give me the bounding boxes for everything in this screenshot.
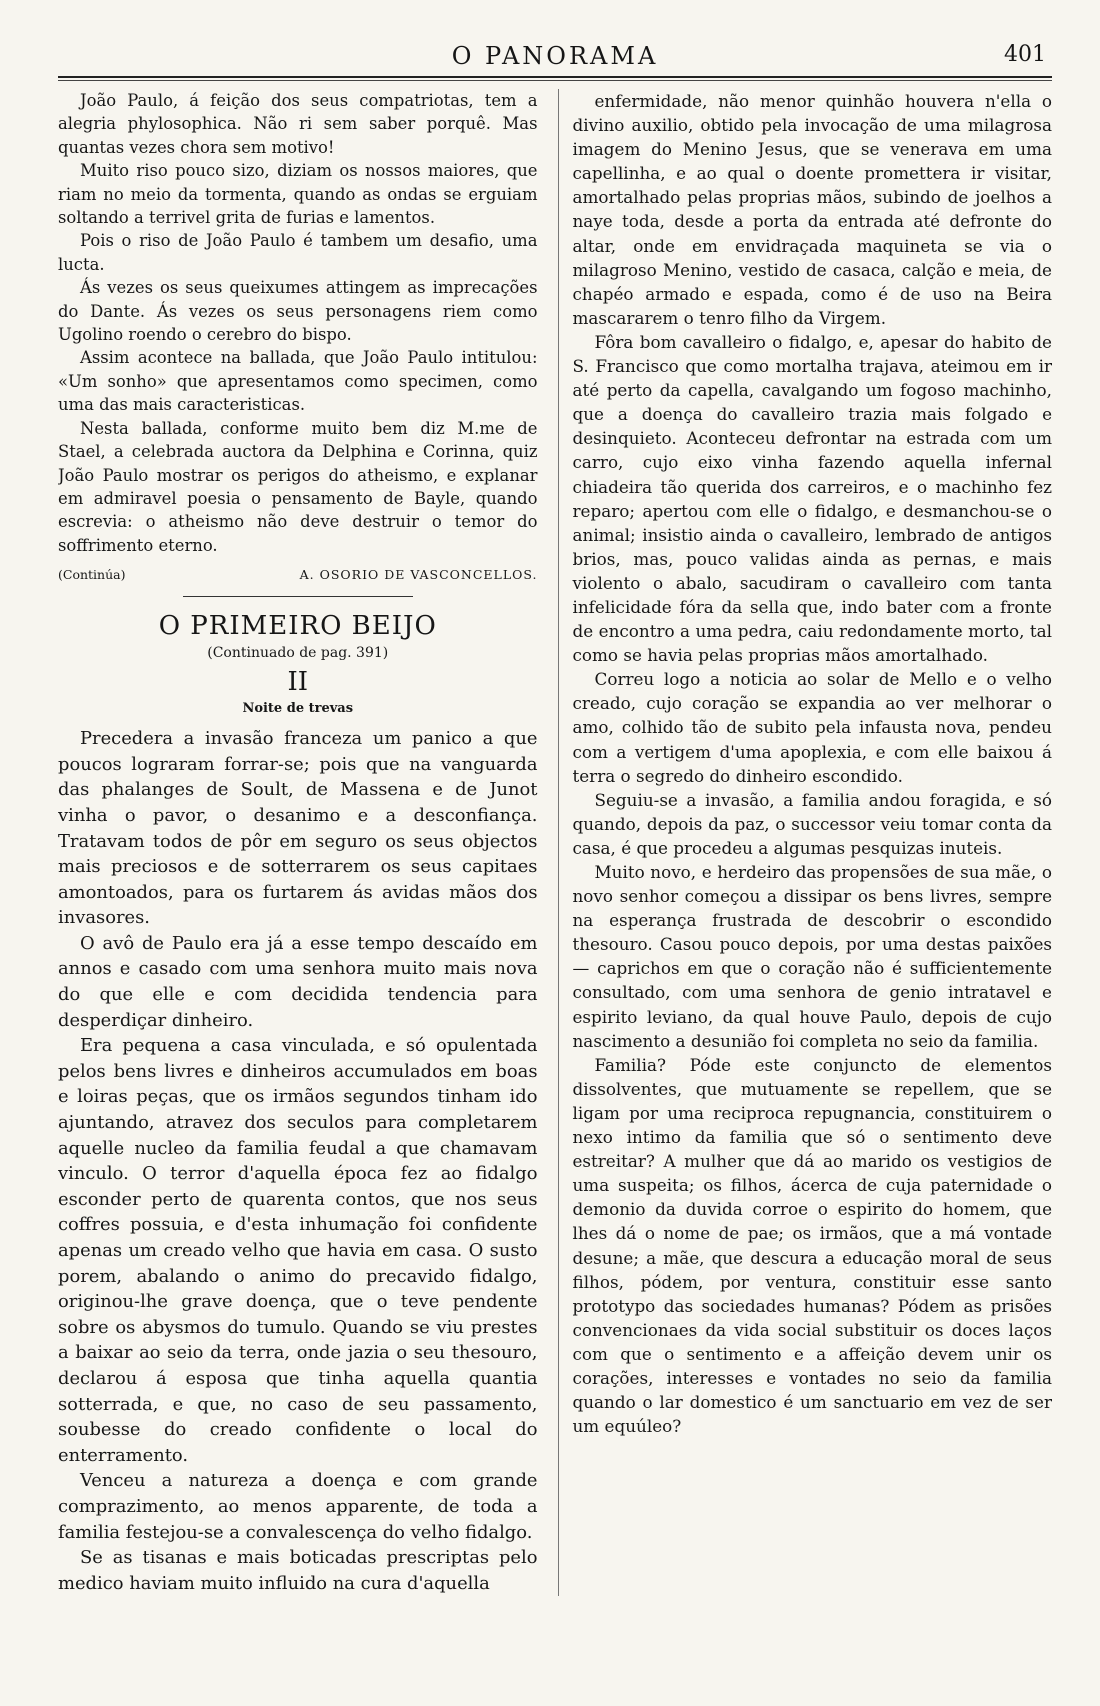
header-rule-thin [58,80,1052,81]
header-rule [58,76,1052,78]
paragraph: Ás vezes os seus queixumes attingem as imprecações do Dante. Ás vezes os seus personagens riem como Ugolino roendo o cerebro do bispo. [58,278,538,345]
paragraph: Assim acontece na ballada, que João Paulo intitulou: «Um sonho» que apresentamos como specimen, como uma das mais caracteristicas. [58,348,538,415]
article-continuation [58,89,538,557]
right-column [569,89,1053,1596]
text-columns [58,89,1052,1596]
section-divider [183,596,413,597]
paragraph: Fôra bom cavalleiro o fidalgo, e, apesar do habito de S. Francisco que como mortalha trajava, ateimou em ir até perto da capella, cavalgando um fogoso machinho, que a doença do cavalleiro trazia mais folgado e desinquieto. Aconteceu defrontar na estrada com um carro, cujo eixo vinha fazendo aquella infernal chiadeira tão querida dos carreiros, e o machinho fez reparo; apertou com elle o fidalgo, e desmanchou-se o animal; insistio ainda o cavalleiro, lembrado de antigos brios, mas, pouco validas ainda as pernas, e mais violento o abalo, sacudiram o cavalleiro com tanta infelicidade fóra da sella que, indo bater com a fronte de encontro a uma pedra, caiu redondamente morto, tal como se havia pelas proprias mãos amortalhado. [572,331,1052,666]
page-number: 401 [1004,42,1046,67]
chapter-number: II [287,667,309,698]
paragraph: Seguiu-se a invasão, a familia andou foragida, e só quando, depois da paz, o successor veiu tomar conta da casa, é que procedeu a algumas pesquizas inuteis. [572,789,1052,858]
continua-note: (Continúa) [58,567,126,583]
author-signature: A. OSORIO DE VASCONCELLOS. [299,567,538,583]
paragraph: João Paulo, á feição dos seus compatriotas, tem a alegria phylosophica. Não ri sem saber porquê. Mas quantas vezes chora sem motivo! [58,91,538,157]
column-divider [558,89,559,1596]
paragraph: Muito novo, e herdeiro das propensões de sua mãe, o novo senhor começou a dissipar os bens livres, sempre na esperança frustrada de descobrir o escondido thesouro. Casou pouco depois, por uma destas paixões — caprichos em que o coração não é sufficientemente consultado, com uma senhora de genio intratavel e espirito leviano, da qual houve Paulo, depois de cujo nascimento a desunião foi completa no seio da familia. [572,862,1052,1051]
paragraph: Correu logo a noticia ao solar de Mello e o velho creado, cujo coração se expandia ao ver melhorar o amo, colhido tão de subito pela infausta nova, pendeu com a vertigem d'uma apoplexia, e com elle baixou á terra o segredo do dinheiro escondido. [572,669,1052,786]
paragraph: O avô de Paulo era já a esse tempo descaído em annos e casado com uma senhora muito mais nova do que elle e com decidida tendencia para desperdiçar dinheiro. [58,932,538,1031]
paragraph: Se as tisanas e mais boticadas prescriptas pelo medico haviam muito influido na cura d'aquella [58,1547,538,1594]
paragraph: Era pequena a casa vinculada, e só opulentada pelos bens livres e dinheiros accumulados em boas e loiras peças, que os irmãos segundos tinham ido ajuntando, atravez dos seculos para completarem aquelle nucleo da familia feudal a que chamavam vinculo. O terror d'aquella época fez ao fidalgo esconder perto de quarenta contos, que nos seus coffres possuia, e d'esta inhumação foi confidente apenas um creado velho que havia em casa. O susto porem, abalando o animo do precavido fidalgo, originou-lhe grave doença, que o teve pendente sobre os abysmos do tumulo. Quando se viu prestes a baixar ao seio da terra, onde jazia o seu thesouro, declarou á esposa que tinha aquella quantia sotterrada, e que, no caso de seu passamento, soubesse do creado confidente o local do enterramento. [58,1035,538,1466]
paragraph: Venceu a natureza a doença e com grande comprazimento, ao menos apparente, de toda a familia festejou-se a convalescença do velho fidalgo. [58,1470,538,1543]
left-column [58,89,548,1596]
story-text [58,726,538,1596]
paragraph: enfermidade, não menor quinhão houvera n'ella o divino auxilio, obtido pela invocação de uma milagrosa imagem do Menino Jesus, que se venerava em uma capellinha, e ao qual o doente promettera ir visitar, amortalhado pelas proprias mãos, subindo de joelhos a naye toda, desde a porta da entrada até defronte do altar, onde em envidraçada maquineta se via o milagroso Menino, vestido de casaca, calção e meia, de chapéo armado e espada, como é de uso na Beira mascararem o tenro filho da Virgem. [572,91,1052,328]
paragraph: Precedera a invasão franceza um panico a que poucos lograram forrar-se; pois que na vanguarda das phalanges de Soult, de Massena e de Junot vinha o pavor, o desanimo e a desconfiança. Tratavam todos de pôr em seguro os seus objectos mais preciosos e de sotterrarem os seus capitaes amontoados, para os furtarem ás avidas mãos dos invasores. [58,728,538,929]
paragraph: Muito riso pouco sizo, diziam os nossos maiores, que riam no meio da tormenta, quando as ondas se erguiam soltando a terrivel grita de furias e lamentos. [58,161,538,228]
running-title: O PANORAMA [451,42,659,70]
chapter-title: Noite de trevas [242,701,354,717]
section-title: O PRIMEIRO BEIJO [158,611,437,642]
signature-line [58,567,538,582]
paragraph: Nesta ballada, conforme muito bem diz M.me de Stael, a celebrada auctora da Delphina e Corinna, quiz João Paulo mostrar os perigos do atheismo, e explanar em admiravel poesia o pensamento de Bayle, quando escrevia: o atheismo não deve destruir o temor do soffrimento eterno. [58,418,538,555]
paragraph: Pois o riso de João Paulo é tambem um desafio, uma lucta. [58,231,538,274]
section-subtitle: (Continuado de pag. 391) [207,645,389,662]
page-header [58,38,1052,72]
paragraph: Familia? Póde este conjuncto de elementos dissolventes, que mutuamente se repellem, que se ligam por uma reciproca repugnancia, constituirem o nexo intimo da familia que só o sentimento deve estreitar? A mulher que dá ao marido os vestigios de uma suspeita; os filhos, ácerca de cuja paternidade o demonio da duvida corroe o espirito do homem, que lhes dá o nome de pae; os irmãos, que a má vontade desune; a mãe, que descura a educação moral de seus filhos, pódem, por ventura, constituir esse santo prototypo das sociedades humanas? Pódem as prisões convencionaes da vida social substituir os doces laços com que o sentimento e a affeição devem unir os corações, interesses e vontades no seio da familia quando o lar domestico é um sanctuario em vez de ser um equúleo? [572,1054,1052,1437]
